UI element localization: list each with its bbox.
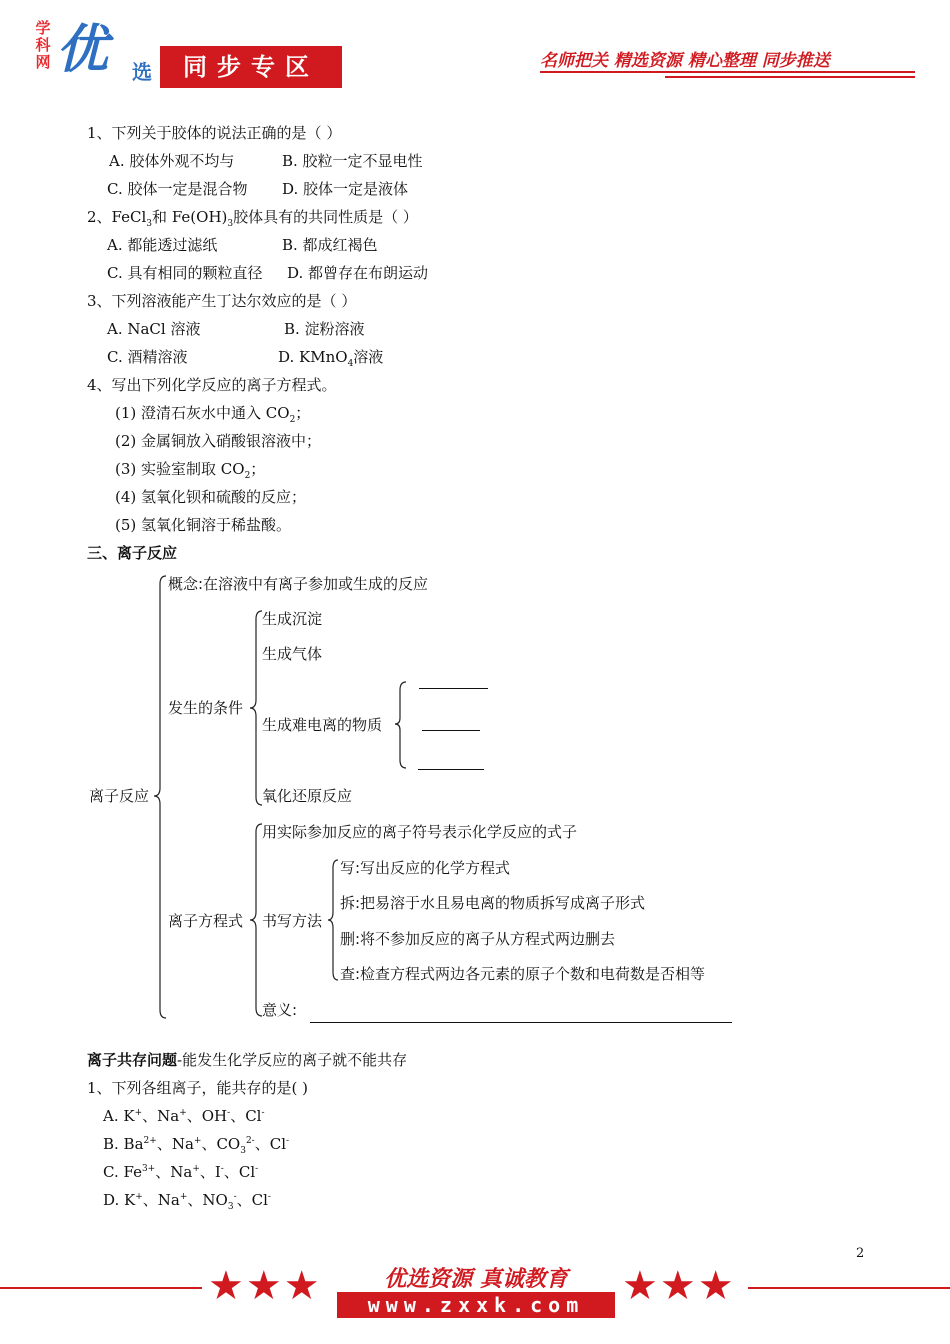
diagram-ionic-equation: 离子方程式: [168, 912, 244, 930]
q2-option-b: B. 都成红褐色: [282, 236, 378, 254]
footer-url-link[interactable]: www.zxxk.com: [337, 1292, 615, 1318]
q2-option-c: C. 具有相同的颗粒直径: [107, 264, 263, 282]
footer-rule-left: [0, 1287, 202, 1289]
q1-option-b: B. 胶粒一定不显电性: [282, 152, 423, 170]
q2-option-d: D. 都曾存在布朗运动: [287, 264, 429, 282]
blank-line-3[interactable]: [418, 769, 484, 770]
section-heading: 三、离子反应: [87, 544, 178, 562]
q3-option-b: B. 淀粉溶液: [284, 320, 365, 338]
diagram-conditions: 发生的条件: [168, 699, 244, 717]
coexist-option-a: A. K+、Na+、OH-、Cl-: [103, 1107, 265, 1125]
logo-side-text: 学科网: [35, 19, 51, 71]
star-icon: ★★★: [208, 1263, 322, 1309]
condition-weak-electrolyte: 生成难电离的物质: [262, 716, 383, 734]
q1-stem: 1、下列关于胶体的说法正确的是（ ）: [87, 124, 342, 142]
logo-big-text: 优: [56, 20, 105, 80]
q1-option-a: A. 胶体外观不均与: [109, 152, 235, 170]
q2-stem: 2、FeCl$_3$和 $Fe(OH)_3$胶体具有的共同性质是（ ）: [87, 208, 418, 229]
condition-precipitate: 生成沉淀: [262, 610, 323, 628]
writing-step-write: 写:写出反应的化学方程式: [340, 859, 511, 877]
q3-option-a: A. NaCl 溶液: [107, 320, 201, 338]
brace-writing-method: [328, 860, 338, 980]
q4-item-1: (1) 澄清石灰水中通入 $CO_2$；: [115, 404, 311, 425]
ionic-equation-definition: 用实际参加反应的离子符号表示化学反应的式子: [262, 823, 578, 841]
ionic-equation-meaning: 意义:: [262, 1001, 298, 1019]
blank-line-2[interactable]: [422, 730, 480, 731]
star-icon: ★★★: [622, 1263, 736, 1309]
coexist-option-c: C. $Fe^{3+}$、Na+、I-、Cl-: [103, 1163, 259, 1181]
page-number: 2: [856, 1246, 865, 1261]
footer-title: 优选资源 真诚教育: [384, 1267, 568, 1292]
coexist-title: 离子共存问题-能发生化学反应的离子就不能共存: [87, 1051, 408, 1069]
q4-item-3: (3) 实验室制取 $CO_2$；: [115, 460, 266, 481]
diagram-concept: 概念:在溶液中有离子参加或生成的反应: [168, 575, 429, 593]
q4-stem: 4、写出下列化学反应的离子方程式。: [87, 376, 337, 394]
brace-root: [154, 576, 166, 1018]
q2-option-a: A. 都能透过滤纸: [107, 236, 218, 254]
q3-stem: 3、下列溶液能产生丁达尔效应的是（ ）: [87, 292, 357, 310]
diagram-root: 离子反应: [89, 787, 150, 805]
brace-conditions: [250, 611, 262, 805]
q3-option-c: C. 酒精溶液: [107, 348, 188, 366]
condition-redox: 氧化还原反应: [262, 787, 353, 805]
q4-item-4: (4) 氢氧化钡和硫酸的反应；: [115, 488, 307, 506]
coexist-q1-stem: 1、下列各组离子，能共存的是( ): [87, 1079, 309, 1097]
brace-ionic-equation: [250, 824, 262, 1016]
logo-sub-text: 选: [132, 60, 152, 84]
q4-item-2: (2) 金属铜放入硝酸银溶液中；: [115, 432, 322, 450]
writing-step-split: 拆:把易溶于水且易电离的物质拆写成离子形式: [340, 894, 646, 912]
q1-option-c: C. 胶体一定是混合物: [107, 180, 248, 198]
blank-line-1[interactable]: [419, 688, 488, 689]
q4-item-5: (5) 氢氧化铜溶于稀盐酸。: [115, 516, 292, 534]
meaning-blank-line[interactable]: [310, 1022, 732, 1023]
condition-gas: 生成气体: [262, 645, 323, 663]
writing-step-delete: 删:将不参加反应的离子从方程式两边删去: [340, 930, 616, 948]
writing-step-check: 查:检查方程式两边各元素的原子个数和电荷数是否相等: [340, 965, 706, 983]
q1-option-d: D. 胶体一定是液体: [282, 180, 409, 198]
coexist-option-d: D. K+、Na+、$NO_3^-$、Cl-: [103, 1191, 271, 1212]
header-banner: 同步专区: [160, 46, 342, 88]
q3-option-d: D. KMnO$_4$溶液: [278, 348, 384, 369]
coexist-option-b: B. $Ba^{2+}$、Na+、$CO_3^{2-}$、Cl-: [103, 1135, 290, 1156]
header-slogan: 名师把关 精选资源 精心整理 同步推送: [540, 51, 830, 71]
brace-weak-electrolyte: [395, 682, 406, 768]
footer-rule-right: [748, 1287, 950, 1289]
diagram-writing-method: 书写方法: [262, 912, 323, 930]
